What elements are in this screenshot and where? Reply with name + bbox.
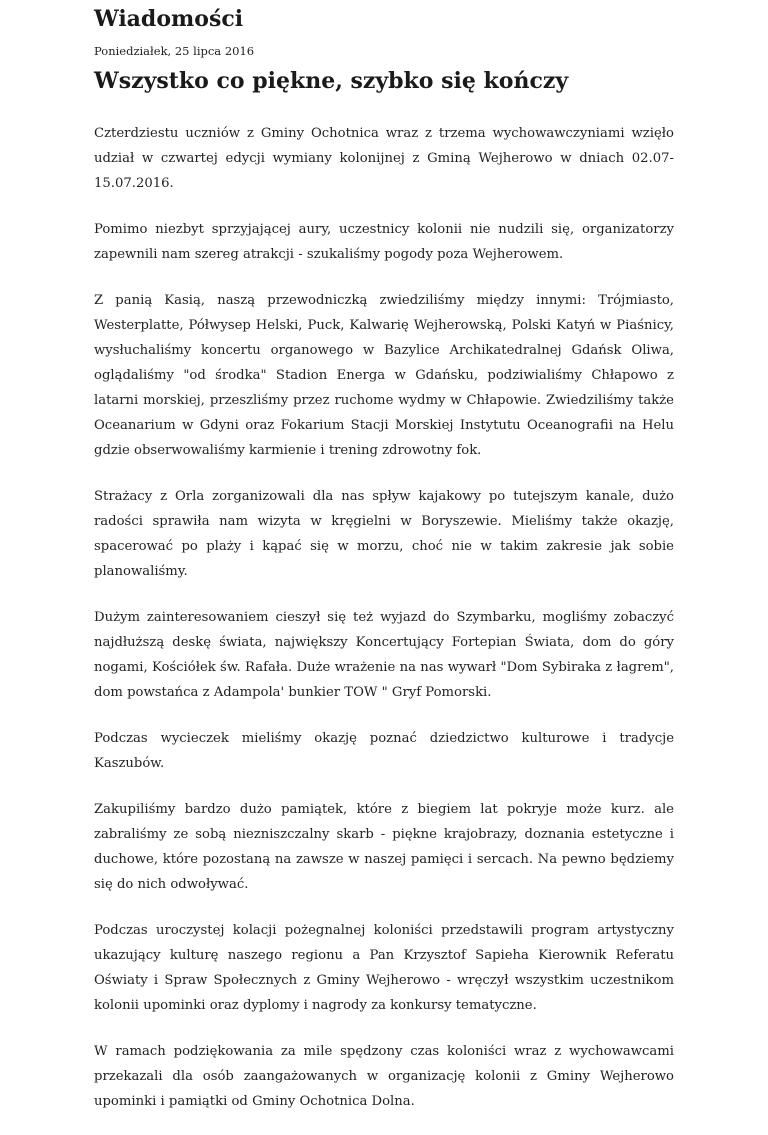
article-paragraph: Zakupiliśmy bardzo dużo pamiątek, które z biegiem lat pokryje może kurz. ale zabraliśmy ze sobą niezniszczalny skarb - piękne krajobrazy, doznania estetyczne i duchowe, które pozostaną na zawsze w naszej pamięci i sercach. Na pewno będziemy się do nich odwoływać. — [94, 802, 674, 892]
article-date: Poniedziałek, 25 lipca 2016 — [94, 44, 255, 58]
article-paragraph: Strażacy z Orla zorganizowali dla nas spływ kajakowy po tutejszym kanale, dużo radości sprawiła nam wizyta w kręgielni w Boryszewie. Mieliśmy także okazję, spacerować po plaży i kąpać się w morzu, choć nie w takim zakresie jak sobie planowaliśmy. — [94, 489, 674, 579]
article-title: Wszystko co piękne, szybko się kończy — [94, 68, 569, 94]
article-paragraph: Czterdziestu uczniów z Gminy Ochotnica wraz z trzema wychowawczyniami wzięło udział w czwartej edycji wymiany kolonijnej z Gminą Wejherowo w dniach 02.07- 15.07.2016. — [94, 126, 674, 191]
article-paragraph: Dużym zainteresowaniem cieszył się też wyjazd do Szymbarku, mogliśmy zobaczyć najdłuższą deskę świata, największy Koncertujący Fortepian Świata, dom do góry nogami, Kościółek św. Rafała. Duże wrażenie na nas wywarł "Dom Sybiraka z łagrem", dom powstańca z Adampola' bunkier TOW " Gryf Pomorski. — [94, 610, 674, 700]
article-paragraph: Pomimo niezbyt sprzyjającej aury, uczestnicy kolonii nie nudzili się, organizatorzy zapewnili nam szereg atrakcji - szukaliśmy pogody poza Wejherowem. — [94, 222, 674, 262]
section-title: Wiadomości — [94, 6, 244, 32]
article-paragraph: Z panią Kasią, naszą przewodniczką zwiedziliśmy między innymi: Trójmiasto, Westerplatte, Półwysep Helski, Puck, Kalwarię Wejherowską, Polski Katyń w Piaśnicy, wysłuchaliśmy koncertu organowego w Bazylice Archikatedralnej Gdańsk Oliwa, oglądaliśmy "od środka" Stadion Energa w Gdańsku, podziwialiśmy Chłapowo z latarni morskiej, przeszliśmy przez ruchome wydmy w Chłapowie. Zwiedziliśmy także Oceanarium w Gdyni oraz Fokarium Stacji Morskiej Instytutu Oceanografii na Helu gdzie obserwowaliśmy karmienie i trening zdrowotny fok. — [94, 293, 674, 458]
article-paragraph: Podczas uroczystej kolacji pożegnalnej koloniści przedstawili program artystyczny ukazujący kulturę naszego regionu a Pan Krzysztof Sapieha Kierownik Referatu Oświaty i Spraw Społecznych z Gminy Wejherowo - wręczył wszystkim uczestnikom kolonii upominki oraz dyplomy i nagrody za konkursy tematyczne. — [94, 923, 674, 1013]
article-paragraph: Podczas wycieczek mieliśmy okazję poznać dziedzictwo kulturowe i tradycje Kaszubów. — [94, 731, 674, 771]
article-body — [94, 121, 674, 1135]
article-paragraph: W ramach podziękowania za mile spędzony czas koloniści wraz z wychowawcami przekazali dla osób zaangażowanych w organizację kolonii z Gminy Wejherowo upominki i pamiątki od Gminy Ochotnica Dolna. — [94, 1044, 674, 1109]
